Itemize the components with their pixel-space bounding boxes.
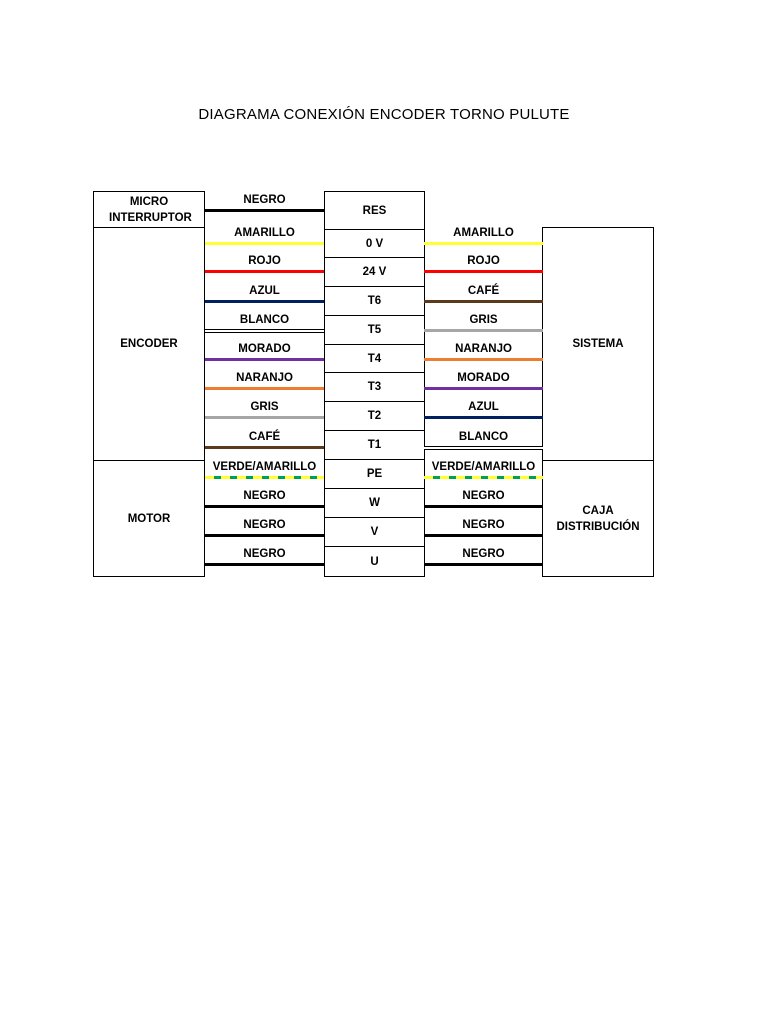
sistema-label: SISTEMA bbox=[572, 338, 624, 350]
right-wire-naranjo bbox=[424, 358, 543, 361]
right-wire-azul bbox=[424, 416, 543, 419]
left-wire-label-negro: NEGRO bbox=[243, 548, 286, 560]
right-wire-label-cafe: CAFÉ bbox=[467, 285, 500, 297]
motor-label: MOTOR bbox=[127, 512, 171, 525]
left-wire-blanco bbox=[205, 329, 324, 333]
left-wire-label-rojo: ROJO bbox=[248, 255, 281, 267]
left-wire-label-blanco: BLANCO bbox=[239, 314, 290, 326]
terminal-u: U bbox=[324, 546, 425, 577]
left-wire-label-verde-amarillo: VERDE/AMARILLO bbox=[212, 461, 317, 473]
left-wire-negro bbox=[205, 505, 324, 508]
terminal-0-v: 0 V bbox=[324, 229, 425, 257]
terminal-w: W bbox=[324, 488, 425, 517]
left-wire-label-morado: MORADO bbox=[238, 343, 291, 355]
left-wire-morado bbox=[205, 358, 324, 361]
left-wire-naranjo bbox=[205, 387, 324, 390]
left-wire-azul bbox=[205, 300, 324, 303]
right-wire-label-rojo: ROJO bbox=[467, 255, 500, 267]
right-wire-label-azul: AZUL bbox=[468, 401, 499, 413]
motor-box bbox=[93, 460, 205, 577]
terminal-t1: T1 bbox=[324, 430, 425, 459]
right-wire-gris bbox=[424, 329, 543, 332]
right-wire-negro bbox=[424, 563, 543, 566]
left-wire-label-negro: NEGRO bbox=[243, 490, 286, 502]
right-wire-label-negro: NEGRO bbox=[462, 519, 505, 531]
terminal-24-v: 24 V bbox=[324, 257, 425, 286]
terminal-pe: PE bbox=[324, 459, 425, 488]
diagram-title: DIAGRAMA CONEXIÓN ENCODER TORNO PULUTE bbox=[198, 106, 570, 123]
left-wire-verde-amarillo bbox=[205, 476, 324, 479]
right-wire-amarillo bbox=[424, 242, 543, 245]
right-wire-negro bbox=[424, 505, 543, 508]
right-wire-label-amarillo: AMARILLO bbox=[453, 227, 514, 239]
sistema-box bbox=[542, 227, 654, 461]
encoder-label: ENCODER bbox=[120, 338, 178, 350]
right-wire-verde-amarillo bbox=[424, 476, 543, 479]
right-wire-blanco bbox=[424, 446, 543, 450]
terminal-t6: T6 bbox=[324, 286, 425, 315]
left-wire-amarillo bbox=[205, 242, 324, 245]
left-wire-rojo bbox=[205, 270, 324, 273]
right-wire-label-naranjo: NARANJO bbox=[455, 343, 512, 355]
micro-interruptor-box bbox=[93, 191, 205, 228]
left-wire-label-amarillo: AMARILLO bbox=[234, 227, 295, 239]
left-wire-gris bbox=[205, 416, 324, 419]
terminal-v: V bbox=[324, 517, 425, 546]
left-wire-label-azul: AZUL bbox=[249, 285, 280, 297]
right-wire-label-verde-amarillo: VERDE/AMARILLO bbox=[431, 461, 536, 473]
caja-distribucion-box bbox=[542, 460, 654, 577]
left-wire-cafe bbox=[205, 446, 324, 449]
left-wire-negro bbox=[205, 534, 324, 537]
right-wire-label-gris: GRIS bbox=[469, 314, 498, 326]
left-wire-label-negro: NEGRO bbox=[243, 519, 286, 531]
terminal-res: RES bbox=[324, 191, 425, 229]
right-wire-morado bbox=[424, 387, 543, 390]
right-wire-negro bbox=[424, 534, 543, 537]
left-wire-label-gris: GRIS bbox=[250, 401, 279, 413]
terminal-t2: T2 bbox=[324, 401, 425, 430]
right-wire-label-morado: MORADO bbox=[457, 372, 510, 384]
caja-distribucion-label: CAJA DISTRIBUCIÓN bbox=[556, 504, 640, 533]
terminal-t5: T5 bbox=[324, 315, 425, 344]
terminal-t3: T3 bbox=[324, 372, 425, 401]
terminal-t4: T4 bbox=[324, 344, 425, 372]
encoder-box bbox=[93, 227, 205, 461]
left-wire-negro bbox=[205, 563, 324, 566]
left-wire-label-negro: NEGRO bbox=[243, 194, 286, 206]
left-wire-label-naranjo: NARANJO bbox=[236, 372, 293, 384]
right-wire-cafe bbox=[424, 300, 543, 303]
right-wire-label-negro: NEGRO bbox=[462, 490, 505, 502]
right-wire-label-blanco: BLANCO bbox=[458, 431, 509, 443]
left-wire-negro bbox=[205, 209, 324, 212]
left-wire-label-cafe: CAFÉ bbox=[248, 431, 281, 443]
micro-interruptor-label: MICRO INTERRUPTOR bbox=[109, 195, 192, 224]
right-wire-rojo bbox=[424, 270, 543, 273]
right-wire-label-negro: NEGRO bbox=[462, 548, 505, 560]
